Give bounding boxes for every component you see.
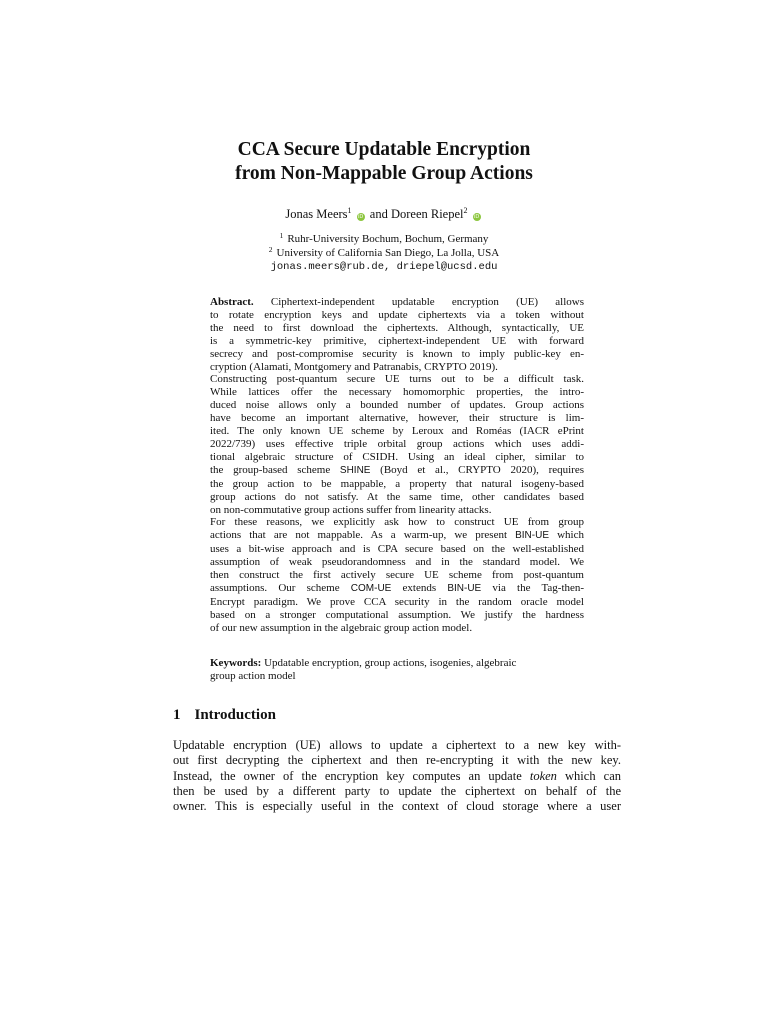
introduction-body: [173, 738, 621, 814]
author-emails[interactable]: jonas.meers@rub.de, driepel@ucsd.edu: [270, 261, 498, 273]
orcid-icon[interactable]: iD: [474, 214, 480, 220]
abstract-text: extends: [402, 581, 437, 594]
body-text: Instead, the owner of the encryption key computes an update: [173, 768, 522, 783]
abstract-line: to rotate encryption keys and update ciphertexts via a token without: [210, 308, 584, 321]
abstract-line: is a symmetric-key primitive, ciphertext-independent UE with forward: [210, 334, 584, 347]
scheme-name-bin-ue: BIN-UE: [515, 530, 550, 542]
emphasis-token: token: [529, 768, 557, 783]
keywords-line-2: group action model: [210, 670, 296, 682]
abstract-line: group actions do not satisfy. At the same time, other candidates based: [210, 490, 584, 503]
abstract-line: [210, 464, 584, 478]
abstract-line: Encrypt paradigm. We prove CCA security in the random oracle model: [210, 595, 584, 608]
abstract-line: [210, 529, 584, 543]
abstract-paragraph-1: [210, 296, 584, 373]
orcid-icon[interactable]: iD: [358, 214, 364, 220]
abstract: [210, 296, 584, 635]
abstract-line: uses a bit-wise approach and is CPA secure based on the well-established: [210, 543, 584, 556]
title-line-2: from Non-Mappable Group Actions: [235, 163, 533, 184]
abstract-line: cryption (Alamati, Montgomery and Patranabis, CRYPTO 2019).: [210, 360, 498, 373]
keywords-text: Updatable encryption, group actions, isogenies, algebraic: [264, 657, 517, 669]
abstract-line: For these reasons, we explicitly ask how to construct UE from group: [210, 516, 584, 529]
body-text: which can: [565, 768, 621, 783]
abstract-line: then construct the first actively secure UE scheme from post-quantum: [210, 569, 584, 582]
author-list: [150, 206, 618, 222]
body-line: owner. This is especially useful in the context of cloud storage where a user: [173, 799, 621, 814]
affiliation-2-text: University of California San Diego, La Jolla, USA: [276, 247, 500, 259]
abstract-text: the group-based scheme: [210, 463, 331, 476]
scheme-name-shine: SHINE: [339, 464, 371, 476]
abstract-paragraph-2: [210, 373, 584, 516]
author-2-affil-mark: 2: [463, 206, 468, 215]
affiliation-1-text: Ruhr-University Bochum, Bochum, Germany: [287, 233, 489, 245]
keywords-label: Keywords:: [210, 657, 262, 669]
affiliation-1-mark: 1: [279, 231, 284, 240]
abstract-line: [210, 582, 584, 596]
body-line: [173, 769, 621, 784]
title-line-1: CCA Secure Updatable Encryption: [237, 139, 531, 160]
scheme-name-com-ue: COM-UE: [350, 582, 392, 594]
body-line: then be used by a different party to update the ciphertext on behalf of the: [173, 783, 621, 798]
keywords-line-1: [210, 657, 584, 670]
abstract-line: tional algebraic structure of CSIDH. Using an ideal cipher, similar to: [210, 450, 584, 463]
section-title: Introduction: [194, 707, 276, 723]
abstract-line: secrecy and post-compromise security is known to imply public-key en-: [210, 347, 584, 360]
abstract-text: which: [557, 529, 584, 542]
abstract-text: Ciphertext-independent updatable encryption (UE) allows: [270, 296, 584, 308]
abstract-line: Constructing post-quantum secure UE turns out to be a difficult task.: [210, 373, 584, 386]
abstract-text: actions that are not mappable. As a warm-up, we present: [210, 529, 508, 542]
affiliation-2: [150, 246, 618, 260]
keywords: [210, 657, 584, 683]
paper-title: [150, 138, 618, 186]
section-heading: [173, 706, 276, 724]
abstract-line: 2022/739) uses effective triple orbital group actions which uses addi-: [210, 437, 584, 450]
affiliation-1: [150, 232, 618, 246]
section-number: 1: [173, 707, 181, 723]
abstract-paragraph-3: [210, 516, 584, 634]
author-1-affil-mark: 1: [347, 206, 352, 215]
abstract-line: the group action to be mappable, a property that natural isogeny-based: [210, 477, 584, 490]
scheme-name-bin-ue: BIN-UE: [447, 582, 482, 594]
abstract-text: via the Tag-then-: [492, 581, 585, 594]
body-line: out first decrypting the ciphertext and then re-encrypting it with the new key.: [173, 753, 621, 768]
abstract-line: assumption of weak pseudorandomness and in the standard model. We: [210, 556, 584, 569]
author-1-name: Jonas Meers: [285, 207, 348, 221]
affiliation-2-mark: 2: [268, 245, 273, 254]
abstract-line: on non-commutative group actions suffer from linearity attacks.: [210, 503, 492, 516]
abstract-line: the need to first download the ciphertexts. Although, syntactically, UE: [210, 321, 584, 334]
author-2-name: Doreen Riepel: [390, 207, 464, 221]
abstract-line: ited. The only known UE scheme by Leroux and Roméas (IACR ePrint: [210, 425, 584, 438]
body-line: Updatable encryption (UE) allows to update a ciphertext to a new key with-: [173, 738, 621, 752]
abstract-text: assumptions. Our scheme: [210, 581, 340, 594]
abstract-line: of our new assumption in the algebraic group action model.: [210, 621, 473, 634]
abstract-line: While lattices offer the necessary homomorphic properties, the intro-: [210, 386, 584, 399]
author-connector: and: [369, 207, 388, 221]
abstract-line: based on a stronger computational assumption. We justify the hardness: [210, 608, 584, 621]
abstract-label: Abstract.: [210, 296, 254, 308]
abstract-line: duced noise allows only a bounded number of updates. Group actions: [210, 399, 584, 412]
abstract-line: have become an important alternative, however, their structure is lim-: [210, 412, 584, 425]
abstract-text: (Boyd et al., CRYPTO 2020), requires: [380, 463, 584, 476]
affiliations: [150, 232, 618, 274]
abstract-line: [210, 296, 584, 309]
